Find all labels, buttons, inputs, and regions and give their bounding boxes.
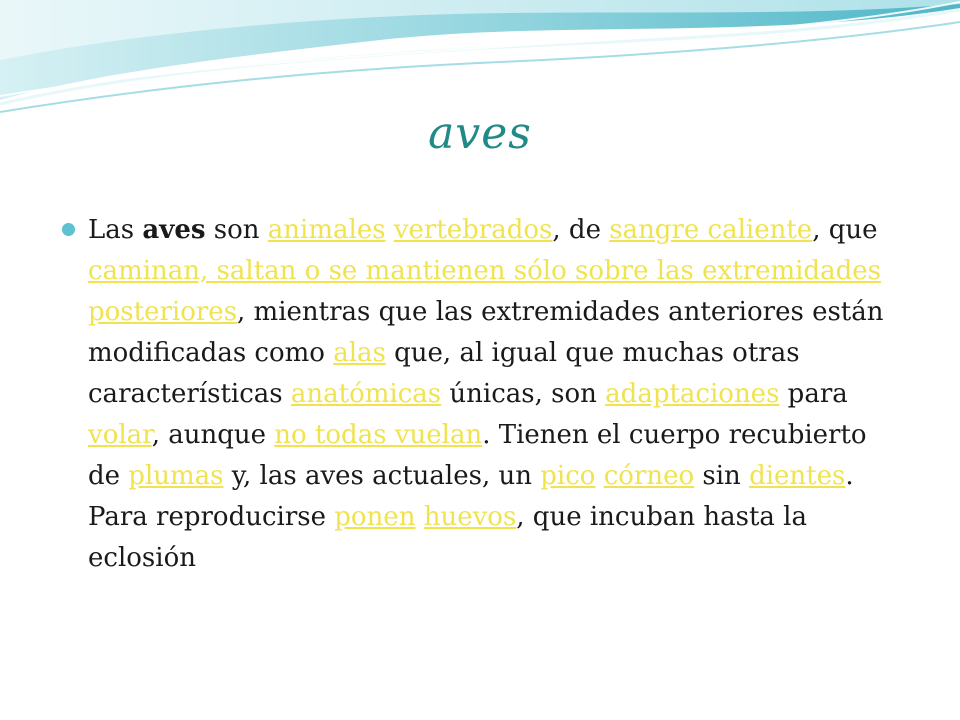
text-run: [415, 502, 423, 532]
text-run: , que incuban hasta la eclosión: [88, 502, 807, 573]
hyperlink[interactable]: sangre caliente: [609, 215, 813, 245]
text-run: , mientras que las extremidades anteriores están modificadas como: [88, 297, 884, 368]
hyperlink[interactable]: volar: [88, 420, 152, 450]
hyperlink[interactable]: adaptaciones: [605, 379, 780, 409]
text-run: para: [779, 379, 848, 409]
text-run: , que: [812, 215, 878, 245]
text-run: sin: [694, 461, 750, 491]
hyperlink[interactable]: huevos: [423, 502, 517, 532]
text-run: . Tienen el cuerpo recubierto de: [88, 420, 867, 491]
hyperlink[interactable]: vertebrados: [393, 215, 553, 245]
text-run: y, las aves actuales, un: [223, 461, 541, 491]
text-run: , de: [552, 215, 610, 245]
bullet-paragraph: [88, 210, 900, 579]
hyperlink[interactable]: dientes: [749, 461, 846, 491]
hyperlink[interactable]: pico: [540, 461, 596, 491]
hyperlink[interactable]: anatómicas: [290, 379, 442, 409]
text-run: Las: [88, 215, 143, 245]
hyperlink[interactable]: alas: [333, 338, 386, 368]
bullet-icon: [62, 223, 75, 236]
hyperlink[interactable]: ponen: [334, 502, 416, 532]
text-run: son: [205, 215, 268, 245]
hyperlink[interactable]: córneo: [603, 461, 695, 491]
wave-header-decoration: [0, 0, 960, 120]
hyperlink[interactable]: caminan, saltan o se mantienen sólo sobre las extremidades posteriores: [88, 256, 881, 327]
text-run: que, al igual que muchas otras características: [88, 338, 800, 409]
slide-content: [60, 210, 900, 579]
text-run: . Para reproducirse: [88, 461, 854, 532]
slide-title: aves: [428, 108, 532, 159]
bold-term: aves: [142, 215, 206, 245]
hyperlink[interactable]: no todas vuelan: [274, 420, 483, 450]
text-run: [386, 215, 394, 245]
hyperlink[interactable]: animales: [267, 215, 386, 245]
text-run: [595, 461, 603, 491]
text-run: , aunque: [151, 420, 275, 450]
hyperlink[interactable]: plumas: [128, 461, 224, 491]
text-run: únicas, son: [441, 379, 606, 409]
